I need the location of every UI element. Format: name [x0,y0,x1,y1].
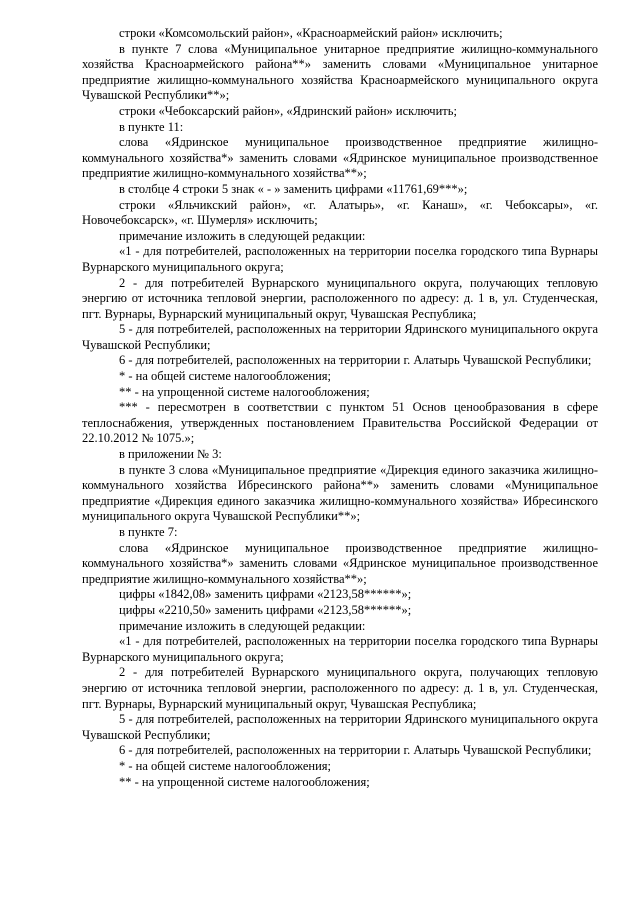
paragraph: цифры «2210,50» заменить цифрами «2123,58******»; [119,602,412,617]
paragraph: *** - пересмотрен в соответствии с пунктом 51 Основ ценообразования в сфере теплоснабжения, утвержденных постановлением Правительства Российской Федерации от 22.10.2012 № 1075.»; [82,400,598,446]
paragraph: 2 - для потребителей Вурнарского муниципального округа, получающих тепловую энергию от источника тепловой энергии, расположенного по адресу: д. 1 в, ул. Студенческая, пгт. Вурнары, Вурнарский муниципальный округ, Чувашская Республика; [82,665,598,711]
paragraph: строки «Комсомольский район», «Красноармейский район» исключить; [119,26,503,40]
paragraph: * - на общей системе налогообложения; [119,758,331,773]
paragraph: в пункте 7 слова «Муниципальное унитарное предприятие жилищно-коммунального хозяйства Красноармейского района**» заменить словами «Муниципальное унитарное предприятие жилищно-коммунального хозяйства Красноармейского муниципального округа Чувашской Республики**»; [82,41,598,103]
paragraph: слова «Ядринское муниципальное производственное предприятие жилищно-коммунального хозяйства*» заменить словами «Ядринское муниципальное производственное предприятие жилищно-коммунального хозяйства**»; [82,540,598,586]
paragraph: «1 - для потребителей, расположенных на территории поселка городского типа Вурнары Вурнарского муниципального округа; [82,244,598,274]
paragraph: строки «Яльчикский район», «г. Алатырь», «г. Канаш», «г. Чебоксары», «г. Новочебоксарск», «г. Шумерля» исключить; [82,197,598,228]
paragraph: строки «Чебоксарский район», «Ядринский район» исключить; [119,103,457,118]
paragraph: * - на общей системе налогообложения; [119,369,331,384]
paragraph: в пункте 11: [119,119,184,134]
paragraph: «1 - для потребителей, расположенных на территории поселка городского типа Вурнары Вурнарского муниципального округа; [82,634,598,664]
paragraph: ** - на упрощенной системе налогообложения; [119,384,370,399]
paragraph: 6 - для потребителей, расположенных на территории г. Алатырь Чувашской Республики; [119,353,592,368]
paragraph: в столбце 4 строки 5 знак « - » заменить цифрами «11761,69***»; [119,181,468,196]
paragraph: в пункте 7: [119,525,178,539]
paragraph: 6 - для потребителей, расположенных на территории г. Алатырь Чувашской Республики; [119,743,592,758]
paragraph: слова «Ядринское муниципальное производственное предприятие жилищно-коммунального хозяйства*» заменить словами «Ядринское муниципальное производственное предприятие жилищно-коммунального хозяйства**»; [82,135,598,181]
paragraph: в приложении № 3: [119,447,222,462]
paragraph: в пункте 3 слова «Муниципальное предприятие «Дирекция единого заказчика жилищно-коммунального хозяйства Ибресинского района**» заменить словами «Муниципальное предприятие «Дирекция единого заказчика жилищно-коммунального хозяйства» Ибресинского муниципального округа Чувашской Республики**»; [82,462,598,524]
paragraph: примечание изложить в следующей редакции: [119,618,366,633]
document-body [82,26,598,790]
paragraph: 2 - для потребителей Вурнарского муниципального округа, получающих тепловую энергию от источника тепловой энергии, расположенного по адресу: д. 1 в, ул. Студенческая, пгт. Вурнары, Вурнарский муниципальный округ, Чувашская Республика; [82,275,598,321]
paragraph: цифры «1842,08» заменить цифрами «2123,58******»; [119,587,412,602]
paragraph: 5 - для потребителей, расположенных на территории Ядринского муниципального округа Чувашской Республики; [82,712,598,742]
paragraph: 5 - для потребителей, расположенных на территории Ядринского муниципального округа Чувашской Республики; [82,322,598,352]
paragraph: примечание изложить в следующей редакции: [119,228,366,243]
paragraph: ** - на упрощенной системе налогообложения; [119,774,370,789]
